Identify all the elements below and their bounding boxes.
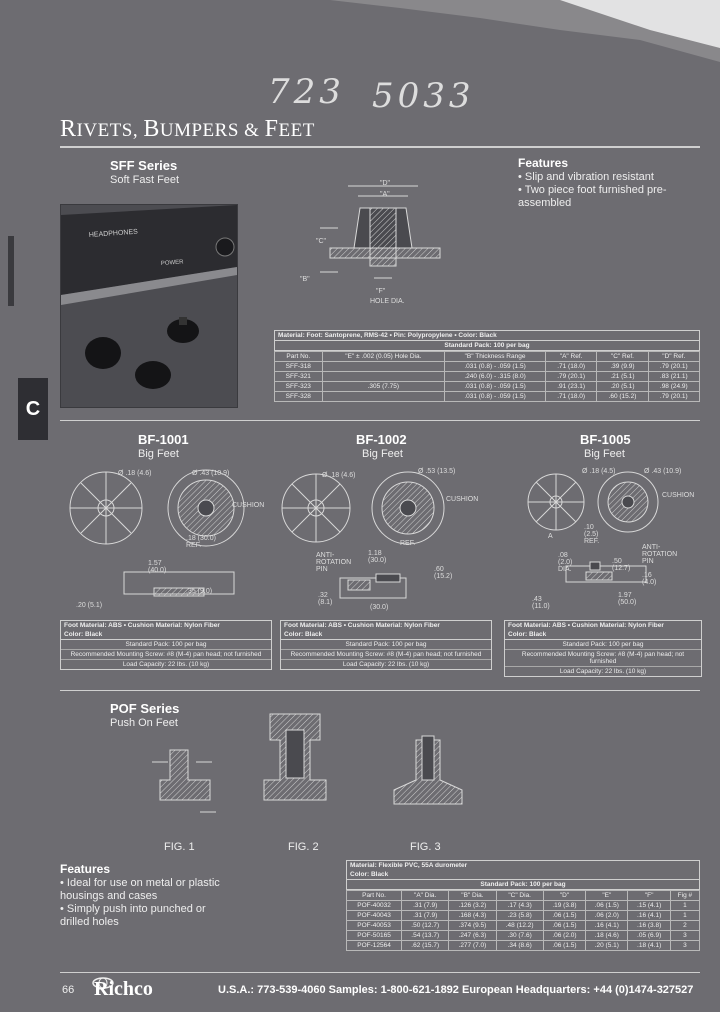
bf1001-dim-h: .35 (9.0)	[186, 588, 213, 595]
feature-item: • Simply push into punched or	[60, 903, 206, 915]
table-cell: .62 (15.7)	[402, 941, 449, 951]
bf1001-diagram	[60, 462, 275, 612]
feature-item: housings and cases	[60, 890, 158, 902]
table-cell: .23 (5.8)	[496, 911, 543, 921]
table-header-row	[347, 891, 700, 901]
table-row	[275, 382, 700, 392]
bf1005-dim-dia: Ø .43 (10.9)	[644, 468, 682, 475]
table-cell: 2	[670, 921, 699, 931]
bf1002-dim-dia: Ø .53 (13.5)	[418, 468, 456, 475]
bf1005-dim-cushion: CUSHION	[662, 492, 695, 499]
table-cell: SFF-328	[275, 392, 323, 402]
table-cell: .06 (2.0)	[543, 931, 585, 941]
table-cell	[322, 372, 445, 382]
handwritten-number-left: 723	[268, 72, 345, 112]
table-cell: .15 (4.1)	[628, 901, 670, 911]
table-cell: .16 (4.1)	[628, 911, 670, 921]
column-header: "E"	[586, 891, 628, 901]
table-cell: .71 (18.0)	[545, 392, 596, 402]
table-cell: .34 (8.6)	[496, 941, 543, 951]
table-cell: .79 (20.1)	[545, 372, 596, 382]
sff-product-photo	[60, 204, 238, 408]
bf1001-dim-t: .20 (5.1)	[76, 602, 103, 609]
table-cell: SFF-323	[275, 382, 323, 392]
photo-label-power: POWER	[160, 259, 184, 267]
table-cell: .374 (9.5)	[449, 921, 496, 931]
sff-dim-d: "D"	[380, 180, 391, 187]
column-header: Fig #	[670, 891, 699, 901]
table-row	[347, 901, 700, 911]
scan-artifact	[0, 0, 720, 70]
bf1005-dim-hole: Ø .18 (4.5)	[582, 468, 616, 475]
feature-item: • Ideal for use on metal or plastic	[60, 877, 220, 889]
bf1002-dim-d: (30.0)	[370, 604, 389, 611]
column-header: "B" Dia.	[449, 891, 496, 901]
table-header-row	[275, 352, 700, 362]
column-header: "C" Dia.	[496, 891, 543, 901]
bf1002-dim-w: 1.18 (30.0)	[368, 550, 387, 564]
sff-features-title: Features	[518, 156, 569, 170]
table-cell: .247 (6.3)	[449, 931, 496, 941]
table-cell: POF-12564	[347, 941, 402, 951]
bf1005-dim-d3: .16 (4.0)	[642, 572, 657, 586]
table-cell: .16 (4.1)	[586, 921, 628, 931]
table-cell: .30 (7.6)	[496, 931, 543, 941]
title-rule	[60, 146, 700, 148]
pof-fig1-label: FIG. 1	[164, 841, 195, 853]
bf1005-dim-anti: ANTI-ROTATION PIN	[642, 544, 678, 565]
bf-color: Color: Black	[505, 630, 701, 640]
bf1005-dim-d2: .50 (12.7)	[612, 558, 631, 572]
bf1001-dim-hole: Ø .18 (4.6)	[118, 470, 152, 477]
table-cell: .39 (9.9)	[597, 362, 648, 372]
bf1002-dim-t: .32 (8.1)	[318, 592, 333, 606]
table-cell: .21 (5.1)	[597, 372, 648, 382]
pof-pack: Standard Pack: 100 per bag	[347, 880, 699, 890]
table-cell: .83 (21.1)	[648, 372, 699, 382]
bf-pack: Standard Pack: 100 per bag	[61, 640, 271, 650]
table-cell: .79 (20.1)	[648, 362, 699, 372]
table-row	[347, 921, 700, 931]
table-cell: .06 (1.5)	[543, 911, 585, 921]
pof-fig2-label: FIG. 2	[288, 841, 319, 853]
sff-diagram	[300, 178, 470, 318]
column-header: "E" ± .002 (0.05) Hole Dia.	[322, 352, 445, 362]
pof-diagrams	[140, 700, 480, 840]
table-row	[347, 911, 700, 921]
bf1001-dim-dia: Ø .43 (10.9)	[192, 470, 230, 477]
bf1001-dim-cushion: CUSHION	[232, 502, 265, 509]
bf1005-spec	[504, 620, 702, 677]
table-cell: .031 (0.8) - .059 (1.5)	[445, 362, 546, 372]
page-title: RIVETS, BUMPERS & FEET	[60, 116, 315, 142]
footer-contact: U.S.A.: 773-539-4060 Samples: 1-800-621-1892 European Headquarters: +44 (0)1474-327527	[218, 984, 694, 996]
bf-color: Color: Black	[281, 630, 491, 640]
table-cell: .06 (2.0)	[586, 911, 628, 921]
pof-color: Color: Black	[347, 870, 699, 880]
feature-item: • Two piece foot furnished pre-	[518, 184, 667, 196]
edge-mark	[8, 236, 14, 306]
pof-material: Material: Flexible PVC, 55A durometer	[350, 862, 468, 869]
sff-features-list	[518, 171, 667, 210]
sff-dim-f: "F"	[376, 288, 386, 295]
pof-features-list	[60, 877, 220, 929]
bf-material: Foot Material: ABS • Cushion Material: Nylon Fiber	[64, 622, 220, 629]
bf-pack: Standard Pack: 100 per bag	[505, 640, 701, 650]
bf1005-dim-d1: .08 (2.0) DIA.	[558, 552, 573, 573]
table-cell: POF-40053	[347, 921, 402, 931]
bf1002-dim-cushion: CUSHION	[446, 496, 479, 503]
table-row	[275, 362, 700, 372]
column-header: Part No.	[347, 891, 402, 901]
richco-wordmark: Richco	[94, 978, 153, 1000]
bf1002-title: BF-1002	[356, 432, 407, 447]
photo-label-headphones: HEADPHONES	[88, 228, 139, 239]
handwritten-number-right: 5033	[372, 76, 475, 116]
table-row	[275, 372, 700, 382]
bf1001-title: BF-1001	[138, 432, 189, 447]
bf-screw: Recommended Mounting Screw: #8 (M-4) pan head; not furnished	[505, 650, 701, 667]
sff-dim-hole: HOLE DIA.	[370, 298, 405, 305]
column-header: "D"	[543, 891, 585, 901]
column-header: "A" Dia.	[402, 891, 449, 901]
pof-features-title: Features	[60, 862, 111, 876]
feature-item: • Slip and vibration resistant	[518, 171, 654, 183]
table-cell: 3	[670, 941, 699, 951]
section-divider	[60, 420, 700, 421]
bf1002-dim-ref: REF.	[400, 540, 416, 547]
bf1002-dim-hole: Ø .18 (4.6)	[322, 472, 356, 479]
column-header: Part No.	[275, 352, 323, 362]
bf1001-spec	[60, 620, 272, 670]
bf-screw: Recommended Mounting Screw: #8 (M-4) pan head; not furnished	[281, 650, 491, 660]
table-cell: .06 (1.5)	[543, 941, 585, 951]
table-cell: .31 (7.9)	[402, 911, 449, 921]
table-row	[347, 931, 700, 941]
column-header: "F"	[628, 891, 670, 901]
bf1005-dim-h: .43 (11.0)	[532, 596, 550, 610]
section-divider	[60, 690, 700, 691]
table-cell	[322, 392, 445, 402]
pof-series-subtitle: Push On Feet	[110, 717, 178, 729]
pof-table	[346, 890, 700, 951]
table-row	[275, 392, 700, 402]
bf1005-subtitle: Big Feet	[584, 448, 625, 460]
table-cell: .91 (23.1)	[545, 382, 596, 392]
table-cell: POF-40043	[347, 911, 402, 921]
table-cell: .18 (4.1)	[628, 941, 670, 951]
table-cell: .18 (4.6)	[586, 931, 628, 941]
bf1005-dim-w: 1.97 (50.0)	[618, 592, 637, 606]
pof-spec-table	[346, 860, 700, 951]
table-cell: .19 (3.8)	[543, 901, 585, 911]
bf1002-subtitle: Big Feet	[362, 448, 403, 460]
bf1001-subtitle: Big Feet	[138, 448, 179, 460]
table-cell: .031 (0.8) - .059 (1.5)	[445, 392, 546, 402]
table-cell: .126 (3.2)	[449, 901, 496, 911]
table-cell: .305 (7.75)	[322, 382, 445, 392]
bf1002-dim-h: .60 (15.2)	[434, 566, 453, 580]
table-cell: .20 (5.1)	[586, 941, 628, 951]
bf-material: Foot Material: ABS • Cushion Material: Nylon Fiber	[284, 622, 440, 629]
table-cell: .54 (13.7)	[402, 931, 449, 941]
table-cell: .05 (6.9)	[628, 931, 670, 941]
sff-series-title: SFF Series	[110, 158, 178, 173]
sff-dim-b: "B"	[300, 276, 310, 283]
table-cell: .31 (7.9)	[402, 901, 449, 911]
bf-load: Load Capacity: 22 lbs. (10 kg)	[342, 661, 430, 668]
table-cell: .71 (18.0)	[545, 362, 596, 372]
page-number: 66	[62, 984, 75, 996]
pof-series-title: POF Series	[110, 701, 180, 716]
table-row	[347, 941, 700, 951]
sff-table	[274, 351, 700, 402]
sff-spec-table	[274, 330, 700, 402]
bf1002-spec	[280, 620, 492, 670]
table-cell: POF-40032	[347, 901, 402, 911]
column-header: "A" Ref.	[545, 352, 596, 362]
bf-material: Foot Material: ABS • Cushion Material: Nylon Fiber	[508, 622, 664, 629]
bf-pack: Standard Pack: 100 per bag	[281, 640, 491, 650]
table-cell: .168 (4.3)	[449, 911, 496, 921]
bf1005-dim-a: A	[548, 533, 553, 540]
table-cell: .98 (24.9)	[648, 382, 699, 392]
table-cell: .20 (5.1)	[597, 382, 648, 392]
table-cell	[322, 362, 445, 372]
sff-dim-c: "C"	[316, 238, 327, 245]
table-cell: .06 (1.5)	[543, 921, 585, 931]
column-header: "B" Thickness Range	[445, 352, 546, 362]
pof-fig3-label: FIG. 3	[410, 841, 441, 853]
bf1001-dim-w: 1.57 (40.0)	[148, 560, 167, 574]
table-cell: 3	[670, 931, 699, 941]
table-cell: .60 (15.2)	[597, 392, 648, 402]
table-cell: .17 (4.3)	[496, 901, 543, 911]
table-cell: .240 (6.0) - .315 (8.0)	[445, 372, 546, 382]
bf-color: Color: Black	[61, 630, 271, 640]
bf-load: Load Capacity: 22 lbs. (10 kg)	[122, 661, 210, 668]
table-cell: POF-50165	[347, 931, 402, 941]
bf-screw: Recommended Mounting Screw: #8 (M-4) pan head; not furnished	[61, 650, 271, 660]
feature-item: drilled holes	[60, 916, 119, 928]
table-cell: .277 (7.0)	[449, 941, 496, 951]
table-cell: SFF-318	[275, 362, 323, 372]
bf-load: Load Capacity: 22 lbs. (10 kg)	[559, 668, 647, 675]
table-cell: .79 (20.1)	[648, 392, 699, 402]
column-header: "C" Ref.	[597, 352, 648, 362]
table-cell: SFF-321	[275, 372, 323, 382]
bf1002-dim-anti: ANTI-ROTATION PIN	[316, 552, 352, 573]
sff-material: Material: Foot: Santoprene, RMS-42 • Pin: Polypropylene • Color: Black	[275, 331, 699, 341]
column-header: "D" Ref.	[648, 352, 699, 362]
feature-item: assembled	[518, 197, 572, 209]
bf1005-title: BF-1005	[580, 432, 631, 447]
sff-series-subtitle: Soft Fast Feet	[110, 174, 180, 186]
footer-rule	[60, 972, 700, 973]
sff-pack: Standard Pack: 100 per bag	[275, 341, 699, 351]
table-cell: 1	[670, 901, 699, 911]
bf1002-diagram	[280, 462, 500, 612]
table-cell: .06 (1.5)	[586, 901, 628, 911]
bf1001-dim-ref: .18 (30.0) REF.	[186, 535, 216, 549]
section-tab: C	[18, 378, 48, 440]
table-cell: 1	[670, 911, 699, 921]
table-cell: .16 (3.8)	[628, 921, 670, 931]
sff-dim-a: "A"	[380, 191, 390, 198]
table-cell: .48 (12.2)	[496, 921, 543, 931]
table-cell: .031 (0.8) - .059 (1.5)	[445, 382, 546, 392]
bf1005-dim-ref: .10 (2.5) REF.	[584, 524, 600, 545]
table-cell: .50 (12.7)	[402, 921, 449, 931]
